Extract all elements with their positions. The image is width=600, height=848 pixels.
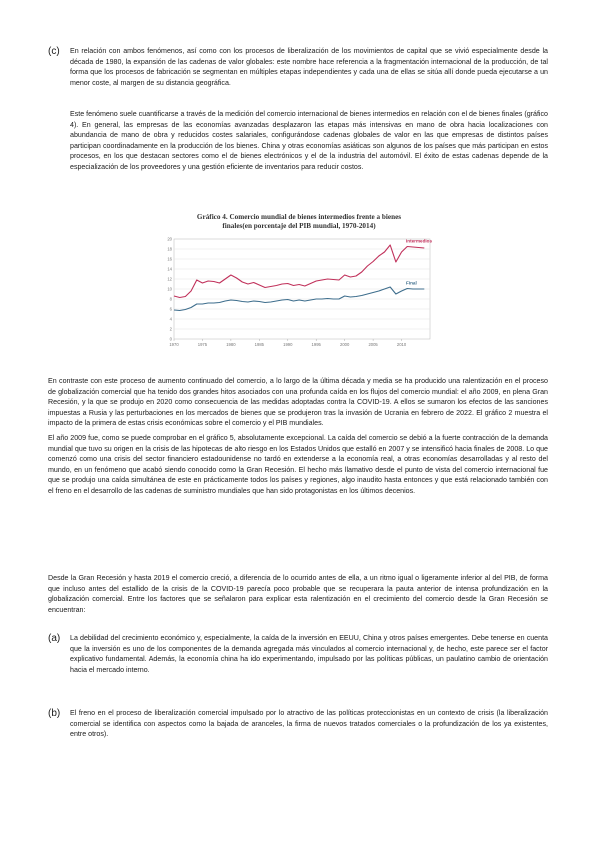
y-tick-label: 0	[169, 336, 172, 342]
x-tick-label: 1970	[169, 342, 179, 347]
x-tick-label: 2010	[396, 342, 407, 347]
y-tick-label: 20	[167, 236, 172, 242]
list-marker: (b)	[48, 708, 61, 719]
section-c-paragraph-2: Este fenómeno suele cuantificarse a través de la medición del comercio internacional de bienes intermedios en relación con el de bienes finales (gráfico 4). En general, las empresas de las economías avanzadas desplazaron las etapas más intensivas en mano de obra hacia localizaciones con abundancia de mano de obra y reducidos costes salariales, configurándose cadenas globales de valor en las que empresas de distintos países participan coordinadamente en la producción de los bienes. China y otras economías asiáticas son algunos de los países que más participan en estos procesos, en los que destacan sectores como el de bienes electrónicos y el de la industria del automóvil. El éxito de estas cadenas depende de la especialización de los proveedores y una gestión eficiente de inventarios para reducir costos.	[70, 110, 548, 171]
figure-title	[160, 213, 438, 231]
paragraph-desde: Desde la Gran Recesión y hasta 2019 el comercio creció, a diferencia de lo ocurrido antes de ella, a un ritmo igual o ligeramente inferior al del PIB, de forma que incluso antes del estallido de la crisis de la COVID-19 parecía poco probable que se recuperara la pauta anterior de intensa profundización en la globalización comercial. Entre los factores que se señalaron para explicar esta ralentización en el crecimiento del comercio desde la Gran Recesión se encuentran:	[48, 574, 548, 614]
series-label-final: Final	[406, 280, 417, 286]
y-tick-label: 18	[167, 246, 172, 252]
figure-title-line-2: finales(en porcentaje del PIB mundial, 1970-2014)	[222, 222, 376, 230]
figure-title-line-1: Gráfico 4. Comercio mundial de bienes intermedios frente a bienes	[196, 213, 402, 221]
y-tick-label: 14	[167, 266, 172, 272]
series-label-intermedios: Intermedios	[406, 238, 433, 244]
x-tick-label: 1985	[254, 342, 264, 347]
item-b	[48, 708, 548, 740]
line-chart	[160, 235, 438, 349]
y-tick-label: 6	[169, 306, 172, 312]
section-c-paragraph-1: En relación con ambos fenómenos, así como con los procesos de liberalización de los movimientos de capital que se vivió especialmente desde la década de 1980, la expansión de las cadenas de valor globales: este nombre hace referencia a la fragmentación internacional de la producción, de tal forma que los procesos de fabricación se segmentan en múltiples etapas independientes y cada una de ellas se sitúa allí donde pueda ejecutarse a un menor coste, al margen de su distancia geográfica.	[70, 47, 548, 87]
y-tick-label: 2	[169, 326, 172, 332]
list-marker: (c)	[48, 46, 60, 57]
x-tick-label: 1990	[283, 342, 293, 347]
y-tick-label: 10	[167, 286, 172, 292]
y-tick-label: 4	[169, 316, 172, 322]
x-tick-label: 1995	[311, 342, 321, 347]
paragraph-2009: El año 2009 fue, como se puede comprobar en el gráfico 5, absolutamente excepcional. La caída del comercio se debió a la fuerte contracción de la demanda mundial que tuvo su origen en la crisis de las hipotecas de alto riesgo en los Estados Unidos que estalló en 2007 y se intensificó hacia finales de 2008. Lo que comenzó como una crisis del sector financiero estadounidense no tardó en extenderse a la economía real, a otras economías desarrolladas y al resto del mundo, en un fenómeno que acabó siendo conocido como la Gran Recesión. El hecho más llamativo desde el punto de vista del comercio internacional fue que se produjo una caída simultánea de este en prácticamente todos los países y regiones, algo inaudito hasta entonces y que está relacionado también con el freno en el desarrollo de las cadenas de suministro mundiales que han sido protagonistas en los últimos decenios.	[48, 434, 548, 495]
figure-4	[160, 213, 438, 349]
item-a	[48, 633, 548, 675]
x-tick-label: 1975	[197, 342, 208, 347]
y-tick-label: 12	[167, 276, 172, 282]
section-c	[48, 46, 548, 88]
paragraph-contrast: En contraste con este proceso de aumento continuado del comercio, a lo largo de la última década y media se ha producido una ralentización en el proceso de globalización comercial que ha tenido dos grandes hitos asociados con una profunda caída en los flujos del comercio mundial: el año 2009, en plena Gran Recesión, y la que se produjo en 2020 como consecuencia de las medidas adoptadas contra la COVID-19. A ellos se sumaron los efectos de las sanciones impuestas a Rusia y las perturbaciones en los mercados de bienes que se produjeron tras la invasión de Ucrania en febrero de 2022. El gráfico 2 muestra el impacto de la primera de estas crisis económicas sobre el comercio y el PIB mundiales.	[48, 377, 548, 428]
x-tick-label: 2000	[340, 342, 350, 347]
y-tick-label: 8	[169, 296, 172, 302]
y-tick-label: 16	[167, 256, 172, 262]
list-marker: (a)	[48, 633, 61, 644]
x-tick-label: 2005	[368, 342, 378, 347]
item-b-text: El freno en el proceso de liberalización comercial impulsado por lo atractivo de las políticas proteccionistas en un contexto de crisis (la liberalización comercial se identifica con aspectos como la bajada de aranceles, la firma de nuevos tratados comerciales o la profundización de los ya existentes, entre otros).	[70, 709, 548, 739]
item-a-text: La debilidad del crecimiento económico y, especialmente, la caída de la inversión en EEUU, China y otros países emergentes. Debe tenerse en cuenta que la inversión es uno de los componentes de la demanda agregada más vinculados al comercio internacional y, de hecho, este parece ser el factor explicativo fundamental. Además, la economía china ha ido experimentando, impulsado por las políticas públicas, un paulatino cambio de orientación hacia el mercado interno.	[70, 634, 548, 674]
x-tick-label: 1980	[226, 342, 236, 347]
